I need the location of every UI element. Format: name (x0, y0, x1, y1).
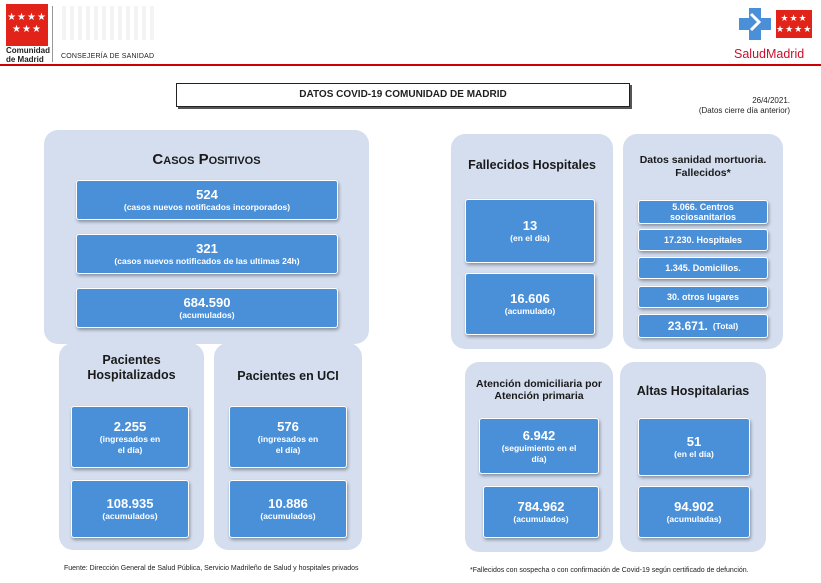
watermark-logo (62, 6, 154, 40)
mortuoria-centros-sociosanitarios (638, 200, 768, 224)
sanidad-mortuoria-panel (623, 134, 783, 349)
salud-madrid-wordmark: SaludMadrid (734, 47, 805, 61)
stat-label: (acumulados) (513, 514, 569, 524)
stat-label: 5.066. Centros (672, 202, 734, 212)
uci-panel (214, 343, 362, 550)
stat-value: 13 (522, 218, 538, 233)
org-name (6, 46, 50, 64)
casos-nuevos-incorporados (76, 180, 338, 220)
stat-value: 51 (686, 434, 702, 449)
header-divider (52, 6, 53, 62)
stat-label: (casos nuevos notificados incorporados) (123, 202, 291, 212)
atencion-domiciliaria-panel (465, 362, 613, 552)
stat-label-2: día) (531, 453, 547, 464)
altas-en-el-dia (638, 418, 750, 476)
casos-title: Casos Positivos (152, 151, 261, 168)
stat-label: (ingresados en (257, 433, 319, 444)
header-rule (0, 64, 821, 66)
stat-value: 576 (277, 418, 299, 434)
mortuoria-total (638, 314, 768, 338)
stat-label-2: el día) (275, 444, 301, 455)
stat-label: (acumulados) (102, 511, 158, 521)
title-line1: Datos sanidad mortuoria. (639, 154, 767, 166)
altas-title: Altas Hospitalarias (636, 384, 750, 398)
atencion-seguimiento (479, 418, 599, 474)
fallecidos-title: Fallecidos Hospitales (468, 158, 596, 172)
stat-value: 16.606 (510, 291, 550, 306)
fallecidos-hospitales-panel (451, 134, 613, 349)
altas-hospitalarias-panel (620, 362, 766, 552)
date-value: 26/4/2021. (752, 96, 790, 105)
stat-label: (acumuladas) (666, 514, 722, 524)
mortuoria-otros-lugares (638, 286, 768, 308)
atencion-acumulados (483, 486, 599, 538)
stat-value: 784.962 (517, 499, 565, 514)
stat-label: 30. otros lugares (666, 292, 740, 302)
stat-label: (casos nuevos notificados de las ultimas 24h) (114, 256, 300, 266)
stat-value: 2.255 (113, 418, 147, 434)
stat-label: (Total) (712, 321, 739, 331)
hospitalizados-ingresados (71, 406, 189, 468)
hospitalizados-panel (59, 343, 204, 550)
uci-title: Pacientes en UCI (237, 369, 339, 383)
hospitalizados-title (59, 353, 204, 383)
uci-acumulados (229, 480, 347, 538)
hospitalizados-acumulados (71, 480, 189, 538)
casos-positivos-panel (44, 130, 369, 344)
stat-label: (acumulados) (260, 511, 316, 521)
atencion-title (465, 378, 613, 402)
date-note: (Datos cierre día anterior) (698, 106, 790, 115)
mortuoria-hospitales (638, 229, 768, 251)
stat-value: 684.590 (183, 295, 231, 310)
stat-label-2: sociosanitarios (669, 212, 737, 222)
mortuoria-title (623, 154, 783, 180)
department-name: CONSEJERÍA DE SANIDAD (61, 53, 155, 60)
stat-label: (seguimiento en el (501, 442, 577, 453)
stat-label: 1.345. Domicilios. (665, 263, 741, 273)
stat-value: 108.935 (106, 496, 154, 511)
madrid-flag-icon: ★★★ ★★★★ (776, 10, 812, 38)
title-line1: Pacientes (102, 353, 161, 367)
source-note: Fuente: Dirección General de Salud Pública, Servicio Madrileño de Salud y hospitales privados (64, 565, 359, 572)
title-line2: Hospitalizados (87, 368, 176, 382)
stat-label: (en el día) (510, 233, 550, 243)
stat-value: 94.902 (674, 499, 714, 514)
fallecidos-en-el-dia (465, 199, 595, 263)
salud-madrid-cross-icon (737, 6, 773, 42)
mortuoria-domicilios (638, 257, 768, 279)
stat-value: 23.671. (667, 319, 708, 333)
stat-value: 524 (196, 187, 218, 202)
stat-label: 17.230. Hospitales (663, 235, 743, 245)
casos-acumulados (76, 288, 338, 328)
casos-nuevos-24h (76, 234, 338, 274)
altas-acumuladas (638, 486, 750, 538)
stat-label: (acumulados) (179, 310, 235, 320)
stat-label: (ingresados en (99, 433, 161, 444)
org-name-line2: de Madrid (6, 55, 44, 64)
stat-label: (acumulado) (504, 306, 556, 316)
stat-label: (en el día) (674, 449, 714, 459)
stat-value: 10.886 (268, 496, 308, 511)
report-title: DATOS COVID-19 COMUNIDAD DE MADRID (176, 83, 630, 107)
comunidad-madrid-logo: ★★★★ ★★★ (6, 4, 48, 46)
title-line1: Atención domiciliaria por (475, 378, 603, 390)
title-line2: Atención primaria (494, 390, 584, 402)
stat-value: 321 (196, 241, 218, 256)
fallecidos-footnote: *Fallecidos con sospecha o con confirmación de Covid-19 según certificado de defunción. (470, 567, 749, 574)
stat-value: 6.942 (522, 427, 556, 443)
stat-label-2: el día) (117, 444, 143, 455)
title-line2: Fallecidos* (675, 167, 731, 179)
fallecidos-acumulado (465, 273, 595, 335)
report-date (640, 96, 790, 116)
uci-ingresados (229, 406, 347, 468)
org-name-line1: Comunidad (6, 46, 50, 55)
